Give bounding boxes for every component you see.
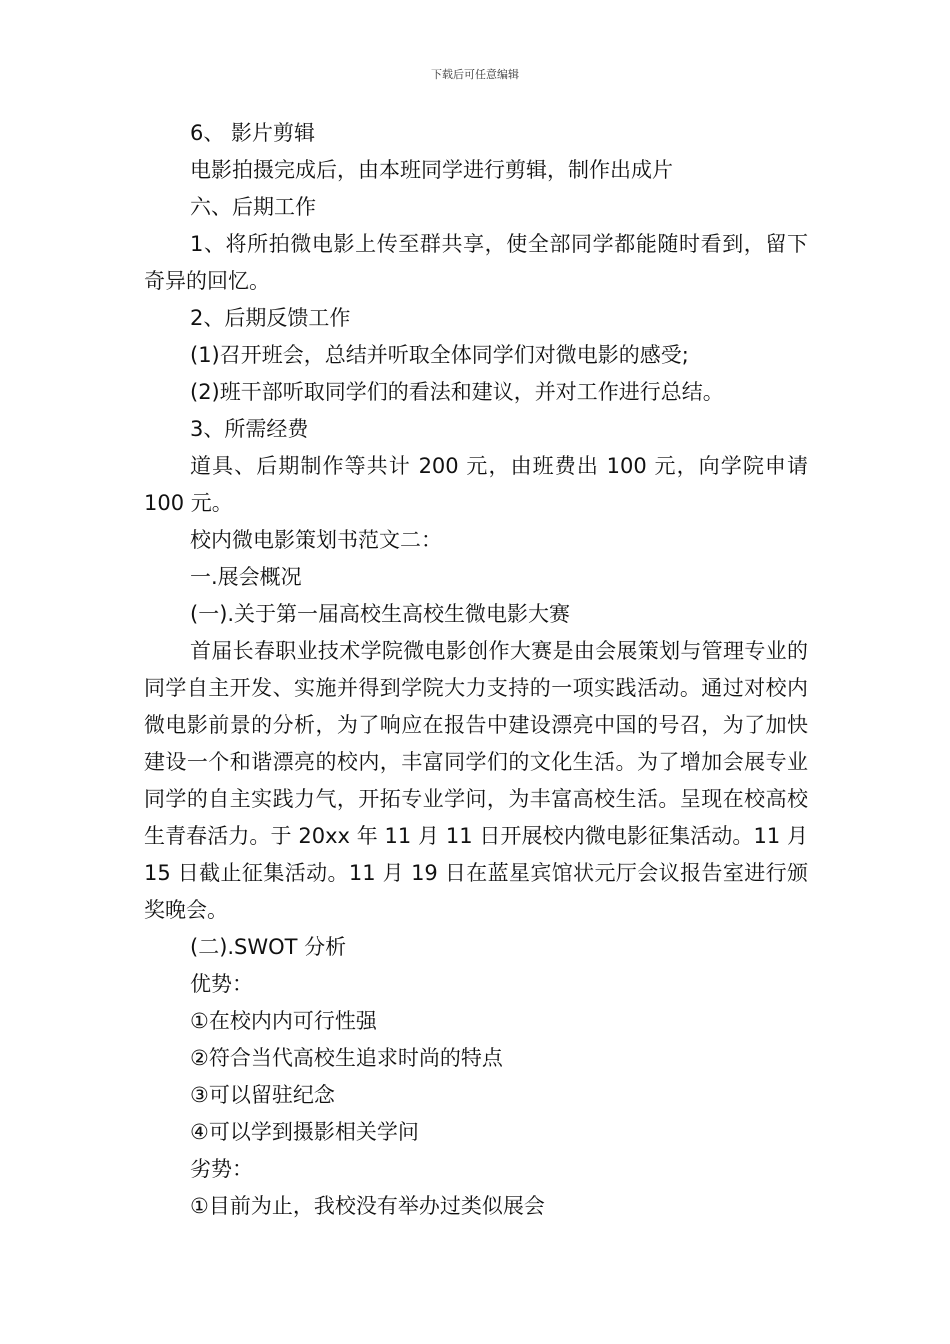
paragraph: ②符合当代高校生追求时尚的特点: [190, 1046, 503, 1070]
paragraph: 劣势：: [190, 1157, 253, 1181]
paragraph: (一).关于第一届高校生高校生微电影大赛: [190, 602, 571, 626]
paragraph: 首届长春职业技术学院微电影创作大赛是由会展策划与管理专业的同学自主开发、实施并得到学院大力支持的一项实践活动。通过对校内微电影前景的分析，为了响应在报告中建设漂亮中国的号召，为了加快建设一个和谐漂亮的校内，丰富同学们的文化生活。为了增加会展专业同学的自主实践力气，开拓专业学问，为丰富高校生活。呈现在校高校生青春活力。于 20xx 年 11 月 11 日开展校内微电影征集活动。11 月 15 日截止征集活动。11 月 19 日在蓝星宾馆状元厅会议报告室进行颁奖晚会。: [144, 639, 808, 922]
paragraph: ①目前为止，我校没有举办过类似展会: [190, 1194, 545, 1218]
paragraph: 道具、后期制作等共计 200 元，由班费出 100 元，向学院申请 100 元。: [144, 454, 808, 515]
paragraph: 3、所需经费: [190, 417, 309, 441]
paragraph: 一.展会概况: [190, 565, 302, 589]
paragraph: 六、后期工作: [190, 195, 316, 219]
paragraph: ④可以学到摄影相关学问: [190, 1120, 419, 1144]
paragraph: 优势：: [190, 972, 253, 996]
paragraph: (1)召开班会，总结并听取全体同学们对微电影的感受;: [190, 343, 689, 367]
paragraph: 1、将所拍微电影上传至群共享，使全部同学都能随时看到，留下奇异的回忆。: [144, 232, 808, 293]
paragraph: ③可以留驻纪念: [190, 1083, 335, 1107]
paragraph: (二).SWOT 分析: [190, 935, 347, 959]
paragraph: ①在校内内可行性强: [190, 1009, 377, 1033]
paragraph: (2)班干部听取同学们的看法和建议，并对工作进行总结。: [190, 380, 724, 404]
document-body: [144, 115, 808, 1225]
paragraph: 电影拍摄完成后，由本班同学进行剪辑，制作出成片: [190, 158, 673, 182]
paragraph: 校内微电影策划书范文二：: [190, 528, 442, 552]
paragraph: 2、后期反馈工作: [190, 306, 351, 330]
paragraph: 6、 影片剪辑: [190, 121, 316, 145]
page-header: 下载后可任意编辑: [431, 68, 519, 81]
